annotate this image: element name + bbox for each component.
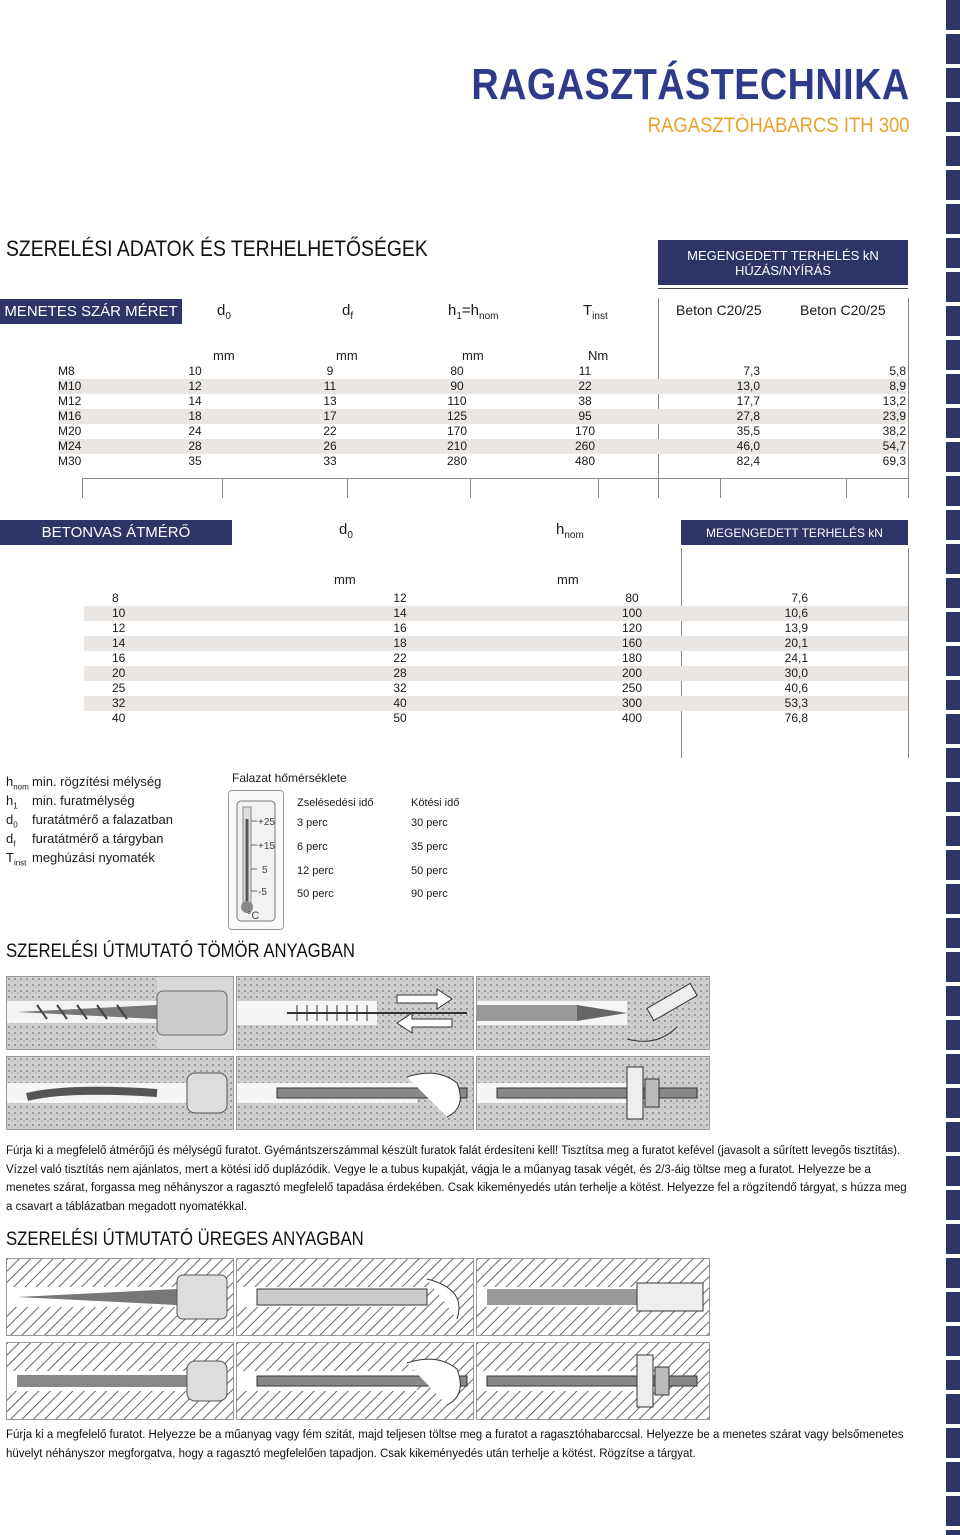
table-cell: 10 xyxy=(84,606,284,621)
table-cell: 13,2 xyxy=(882,394,906,408)
table-cell: 35 xyxy=(188,454,202,468)
table-cell: 76,8 xyxy=(784,711,808,725)
rebar-diameter-label xyxy=(0,520,232,545)
hollow-step-drill-image xyxy=(6,1258,234,1336)
table-cell: 40 xyxy=(284,696,516,711)
tick xyxy=(82,478,83,498)
table-row xyxy=(84,651,908,666)
legend-symbol-letter: d xyxy=(6,812,14,827)
table-cell: 32 xyxy=(393,681,407,695)
table-cell: 8 xyxy=(112,591,119,605)
h-symbol: h xyxy=(556,521,565,538)
solid-instructions: Fúrja ki a megfelelő átmérőjű és mélységű furatot. Gyémántszerszámmal készült furatok falát érdesíteni kell! Tisztítsa meg a furatot kefével (javasolt a sűrített levegős tisztítás). Vízzel való tisztítás nem ajánlatos, mert a kötési idő duplázódik. Vegye le a tubus kupakját, vágja le a műanyag tasak végét, és 2/3-áig töltse meg a furatot. Helyezze be a menetes szárat, forgassa meg néhányszor a ragasztó megfelelő tapadása érdekében. Csak kikeményedés után terhelje a kötést. Helyezze fel a rögzítendő tárgyat, s húzza meg a csavart a táblázatban megadott nyomatékkal. xyxy=(6,1145,907,1213)
table-cell: 24,1 xyxy=(784,651,808,665)
table-cell: 28 xyxy=(284,666,516,681)
threaded-rod-table xyxy=(58,364,906,469)
legend-text: meghúzási nyomaték xyxy=(32,850,155,865)
table-row xyxy=(84,711,908,726)
table-row xyxy=(58,409,906,424)
table-cell: 110 xyxy=(447,394,467,408)
page-subtitle: RAGASZTÓHABARCS ITH 300 xyxy=(648,114,910,137)
table-cell: 54,7 xyxy=(780,439,906,454)
gel-time-value: 3 perc xyxy=(297,817,328,829)
table-cell: 22 xyxy=(393,651,407,665)
table-cell: 5,8 xyxy=(889,364,906,378)
unit-tinst: Nm xyxy=(588,348,609,363)
rebar-load-label-text: MEGENGEDETT TERHELÉS kN xyxy=(706,525,883,540)
gel-time-value: 50 perc xyxy=(297,888,334,900)
hollow-step-rotate-image xyxy=(236,1342,474,1420)
table-cell: 17 xyxy=(266,409,394,424)
h-sub1: 1 xyxy=(456,311,462,322)
temperature-title: Falazat hőmérséklete xyxy=(232,771,347,785)
table-cell: 95 xyxy=(520,409,650,424)
table-cell: 8,9 xyxy=(780,379,906,394)
svg-text:5: 5 xyxy=(262,865,268,876)
legend-symbol-letter: d xyxy=(6,831,14,846)
t-symbol: T xyxy=(583,302,593,319)
table-cell: 18 xyxy=(284,636,516,651)
table-row xyxy=(84,621,908,636)
table-row xyxy=(84,681,908,696)
legend-text: min. furatmélység xyxy=(32,793,135,808)
rebar-table xyxy=(84,591,908,726)
thermometer-icon xyxy=(228,790,284,930)
tick xyxy=(222,478,223,498)
table-cell: 20,1 xyxy=(748,636,908,651)
table-cell: 40,6 xyxy=(784,681,808,695)
table-cell: 300 xyxy=(516,696,748,711)
table-cell: 12 xyxy=(124,379,266,394)
table-row xyxy=(84,606,908,621)
col-header-df xyxy=(342,302,353,322)
gel-time-value: 6 perc xyxy=(297,841,328,853)
divider xyxy=(908,548,909,758)
table-cell: 250 xyxy=(621,681,643,695)
legend-symbol xyxy=(6,848,32,873)
divider xyxy=(658,288,908,289)
table-row xyxy=(58,439,906,454)
table-cell: 17,7 xyxy=(736,394,760,408)
table-cell: 14 xyxy=(284,606,516,621)
section-title-solid: SZERELÉSI ÚTMUTATÓ TÖMÖR ANYAGBAN xyxy=(6,941,356,962)
legend-item xyxy=(6,810,173,829)
section-title-hollow: SZERELÉSI ÚTMUTATÓ ÜREGES ANYAGBAN xyxy=(6,1229,364,1250)
unit-df: mm xyxy=(336,348,358,363)
table-cell: 38,2 xyxy=(882,424,906,438)
table-cell: 10 xyxy=(188,364,202,378)
tick xyxy=(470,478,471,498)
legend-text: min. rögzítési mélység xyxy=(32,774,162,789)
step-tighten-nut-image xyxy=(476,1056,710,1130)
table-cell: 180 xyxy=(621,651,643,665)
gel-time-value: 12 perc xyxy=(297,865,334,877)
table-cell: 12 xyxy=(393,591,407,605)
table-cell: 10,6 xyxy=(748,606,908,621)
hollow-step-fill-image xyxy=(476,1258,710,1336)
table-cell: 33 xyxy=(323,454,337,468)
page-title: RAGASZTÁSTECHNIKA xyxy=(471,60,910,109)
rod-size-label xyxy=(0,299,182,324)
legend-symbol-letter: T xyxy=(6,850,14,865)
h-sub2: nom xyxy=(479,311,499,322)
legend-text: furatátmérő a falazatban xyxy=(32,812,173,827)
table-cell: M30 xyxy=(58,454,82,468)
table-cell: 125 xyxy=(394,409,520,424)
rebar-diameter-label-text: BETONVAS ÁTMÉRŐ xyxy=(41,524,191,541)
rod-size-label-text: MENETES SZÁR MÉRET xyxy=(4,303,178,320)
tick xyxy=(846,478,847,498)
rebar-load-label xyxy=(681,520,908,545)
table-cell: 38 xyxy=(578,394,592,408)
unit-d0: mm xyxy=(213,348,235,363)
table-cell: 9 xyxy=(326,364,334,378)
table-row xyxy=(58,364,906,379)
divider xyxy=(908,298,909,498)
table-cell: 14 xyxy=(188,394,202,408)
step-rotate-rod-image xyxy=(236,1056,474,1130)
t-sub: inst xyxy=(592,311,608,322)
tick xyxy=(720,478,721,498)
table-cell: 400 xyxy=(621,711,643,725)
table-cell: 40 xyxy=(112,711,126,725)
df-symbol: d xyxy=(342,302,351,319)
legend-text: furatátmérő a tárgyban xyxy=(32,831,164,846)
table-cell: M12 xyxy=(58,394,82,408)
table-row xyxy=(84,696,908,711)
table-cell: 80 xyxy=(450,364,464,378)
hollow-step-fix-image xyxy=(476,1342,710,1420)
load-header-line1: MEGENGEDETT TERHELÉS kN xyxy=(687,247,879,263)
table-cell: 26 xyxy=(266,439,394,454)
table-cell: 69,3 xyxy=(882,454,906,468)
table-cell: 18 xyxy=(124,409,266,424)
table-cell: 35,5 xyxy=(736,424,760,438)
load-header-line2: HÚZÁS/NYÍRÁS xyxy=(734,262,832,278)
table-cell: 170 xyxy=(446,424,468,438)
table-cell: 50 xyxy=(393,711,407,725)
unit-d0-rebar: mm xyxy=(334,572,356,587)
table-cell: 11 xyxy=(266,379,394,394)
table-row xyxy=(58,394,906,409)
table-cell: 14 xyxy=(84,636,284,651)
d0-sub: 0 xyxy=(225,311,231,322)
table-cell: 53,3 xyxy=(748,696,908,711)
svg-text:°C: °C xyxy=(247,910,260,922)
col-header-d0 xyxy=(217,302,231,322)
table-cell: 20 xyxy=(84,666,284,681)
table-cell: 260 xyxy=(520,439,650,454)
table-row xyxy=(58,424,906,439)
table-cell: 11 xyxy=(578,364,592,378)
table-cell: 23,9 xyxy=(780,409,906,424)
table-cell: 13 xyxy=(323,394,337,408)
legend-item xyxy=(6,848,173,867)
legend-symbol-letter: h xyxy=(6,774,14,789)
table-cell: 24 xyxy=(188,424,202,438)
cure-time-value: 30 perc xyxy=(411,817,448,829)
table-cell: 22 xyxy=(323,424,337,438)
table-cell: 13,0 xyxy=(650,379,780,394)
step-brush-clean-image xyxy=(236,976,474,1050)
table-cell: 160 xyxy=(516,636,748,651)
d0-symbol: d xyxy=(217,302,226,319)
gel-time-header: Zselésedési idő xyxy=(297,797,374,809)
table-cell: 7,3 xyxy=(743,364,760,378)
legend-item xyxy=(6,829,173,848)
table-cell: 7,6 xyxy=(791,591,808,605)
table-cell: 100 xyxy=(516,606,748,621)
step-fill-adhesive-image xyxy=(476,976,710,1050)
table-row xyxy=(84,666,908,681)
table-cell: 32 xyxy=(84,696,284,711)
table-row xyxy=(58,379,906,394)
col-header-tinst xyxy=(583,302,608,322)
svg-text:+15: +15 xyxy=(258,841,275,852)
legend-symbol-sub: f xyxy=(13,839,16,849)
table-cell: 80 xyxy=(625,591,639,605)
svg-text:+25: +25 xyxy=(258,817,275,828)
legend-item xyxy=(6,772,173,791)
col-header-beton1: Beton C20/25 xyxy=(676,302,762,318)
legend-symbol-letter: h xyxy=(6,793,14,808)
table-cell: 16 xyxy=(112,651,126,665)
decorative-side-stripe xyxy=(946,0,960,1535)
table-cell: 200 xyxy=(516,666,748,681)
table-cell: 16 xyxy=(393,621,407,635)
cure-time-value: 35 perc xyxy=(411,841,448,853)
table-row xyxy=(84,591,908,606)
h-sub: nom xyxy=(564,530,584,541)
table-cell: M8 xyxy=(58,364,75,378)
table-cell: 30,0 xyxy=(748,666,908,681)
table-cell: 27,8 xyxy=(650,409,780,424)
section-title-mounting-data: SZERELÉSI ADATOK ÉS TERHELHETŐSÉGEK xyxy=(6,236,428,261)
table-cell: 13,9 xyxy=(784,621,808,635)
divider xyxy=(82,478,908,479)
table-row xyxy=(58,454,906,469)
cure-time-value: 50 perc xyxy=(411,865,448,877)
table-cell: 210 xyxy=(394,439,520,454)
legend-item xyxy=(6,791,173,810)
symbol-legend xyxy=(6,772,173,867)
d0-sub: 0 xyxy=(347,530,353,541)
cure-time-value: 90 perc xyxy=(411,888,448,900)
table-cell: 46,0 xyxy=(650,439,780,454)
table-cell: 170 xyxy=(574,424,596,438)
unit-hnom-rebar: mm xyxy=(557,572,579,587)
legend-symbol-sub: nom xyxy=(13,782,29,792)
d0-symbol: d xyxy=(339,521,348,538)
table-cell: M20 xyxy=(58,424,82,438)
hollow-instructions: Fúrja ki a megfelelő furatot. Helyezze be a műanyag vagy fém szitát, majd teljesen töltse meg a furatot a ragasztóhabarccsal. Helyezze be a menetes szárat vagy belsőmenetes hüvelyt néhányszor megforgatva, hogy a ragasztó megfelelően tapadjon. Csak kikeményedés után terhelje a kötést. Rögzítse a tárgyat. xyxy=(6,1429,904,1460)
load-header-box xyxy=(658,240,908,285)
table-cell: 22 xyxy=(520,379,650,394)
table-cell: 25 xyxy=(112,681,126,695)
table-cell: 90 xyxy=(394,379,520,394)
col-header-beton2: Beton C20/25 xyxy=(800,302,886,318)
table-cell: 82,4 xyxy=(736,454,760,468)
step-insert-rod-image xyxy=(6,1056,234,1130)
tick xyxy=(347,478,348,498)
col-header-d0-rebar xyxy=(339,521,353,541)
table-cell: 28 xyxy=(124,439,266,454)
step-drill-hole-image xyxy=(6,976,234,1050)
h-mid: =h xyxy=(461,302,480,319)
cure-time-header: Kötési idő xyxy=(411,797,460,809)
df-sub: f xyxy=(350,311,354,322)
legend-symbol-sub: 1 xyxy=(13,801,18,811)
legend-symbol-sub: 0 xyxy=(13,820,18,830)
legend-symbol-sub: inst xyxy=(13,858,27,868)
hollow-step-insert-image xyxy=(6,1342,234,1420)
tick xyxy=(598,478,599,498)
table-cell: 280 xyxy=(446,454,468,468)
hollow-step-sieve-image xyxy=(236,1258,474,1336)
col-header-hnom-rebar xyxy=(556,521,584,541)
table-cell: M16 xyxy=(58,409,124,424)
col-header-h xyxy=(448,302,498,322)
table-row xyxy=(84,636,908,651)
table-cell: 480 xyxy=(574,454,596,468)
table-cell: 12 xyxy=(112,621,126,635)
h-symbol: h xyxy=(448,302,457,319)
svg-text:-5: -5 xyxy=(258,887,267,898)
table-cell: 120 xyxy=(621,621,643,635)
table-cell: M10 xyxy=(58,379,124,394)
table-cell: M24 xyxy=(58,439,124,454)
unit-h: mm xyxy=(462,348,484,363)
